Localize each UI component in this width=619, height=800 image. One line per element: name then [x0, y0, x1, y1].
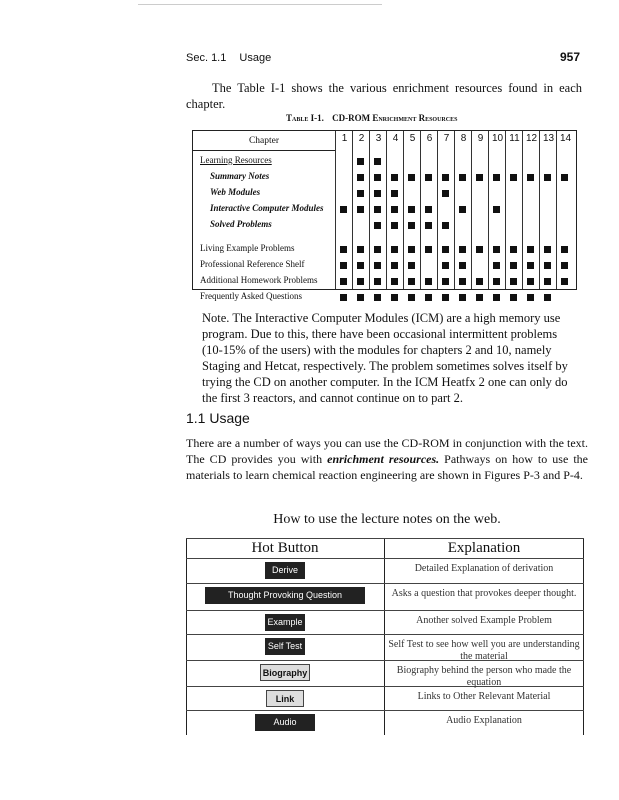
hot-button-thought-provoking-question[interactable]: Thought Provoking Question: [205, 587, 365, 604]
chapter-number: 9: [477, 133, 484, 144]
hot-button-table: [186, 538, 584, 735]
resource-mark: [493, 294, 500, 301]
hot-button-derive[interactable]: Derive: [265, 562, 305, 579]
intro-paragraph: The Table I-1 shows the various enrichment resources found in each chapter.: [186, 81, 582, 111]
chapter-number: 10: [491, 133, 504, 144]
hot-button-explanation: Asks a question that provokes deeper thought.: [391, 588, 577, 599]
enrichment-table: [192, 130, 577, 301]
hot-button-explanation: Detailed Explanation of derivation: [414, 563, 554, 574]
resource-mark: [340, 294, 347, 301]
note-paragraph: Note. The Interactive Computer Modules (ICM) are a high memory use program. Due to this, there have been occasional intermittent problems (10-15% of the users) with the modules for chapters 2 and 10, namely Staging and Hetcat, respectively. The problem sometimes solves itself by trying the CD on another computer. In the ICM Heatfx 2 one can only do the first 3 reactors, and cannot continue on to part 2.: [202, 311, 568, 405]
explanation-header: Explanation: [447, 540, 521, 556]
section-title: Usage: [209, 410, 250, 426]
usage-text-after: Pathways on how to use the materials to learn chemical reaction engineering are shown in Figures P-3 and P-4.: [186, 452, 588, 482]
resource-mark: [425, 294, 432, 301]
resource-mark: [442, 294, 449, 301]
chapter-number: 11: [509, 133, 520, 144]
header-section: Sec. 1.1: [186, 52, 227, 64]
chapter-number: 6: [426, 133, 433, 144]
resource-mark: [527, 294, 534, 301]
usage-text-emphasis: enrichment resources.: [327, 452, 440, 466]
hot-button-link[interactable]: Link: [266, 690, 304, 707]
hot-button-explanation: Self Test to see how well you are understanding the material: [388, 639, 580, 662]
chapter-number: 13: [542, 133, 555, 144]
resource-mark: [408, 294, 415, 301]
usage-paragraph: [186, 435, 588, 483]
resource-mark: [544, 294, 551, 301]
resource-row-label: Frequently Asked Questions: [200, 291, 302, 301]
resource-mark: [459, 294, 466, 301]
resource-row-label: Living Example Problems: [200, 243, 295, 253]
chapter-number: 5: [409, 133, 416, 144]
chapter-number: 12: [525, 133, 538, 144]
resource-mark: [510, 294, 517, 301]
section-number: 1.1: [186, 410, 206, 426]
chapter-number: 1: [341, 133, 348, 144]
chapter-number: 3: [375, 133, 382, 144]
resource-row-label: Interactive Computer Modules: [210, 203, 324, 213]
section-heading: [186, 410, 250, 426]
resource-row-label: Solved Problems: [210, 219, 272, 229]
chapter-column-5: [403, 131, 420, 289]
chapter-number: 2: [358, 133, 365, 144]
resource-row-label: Learning Resources: [200, 155, 272, 165]
chapter-header: Chapter: [193, 131, 335, 151]
web-usage-title: How to use the lecture notes on the web.: [273, 512, 501, 527]
resource-mark: [357, 294, 364, 301]
table-row-divider: [186, 710, 584, 711]
table-column-divider: [384, 538, 385, 735]
hot-button-self-test[interactable]: Self Test: [265, 638, 305, 655]
table-left-border: [186, 538, 187, 735]
hot-button-biography[interactable]: Biography: [260, 664, 310, 681]
chapter-column-13: [539, 131, 556, 289]
hot-button-audio[interactable]: Audio: [255, 714, 315, 731]
chapter-column-8: [454, 131, 471, 289]
resource-row-label: Summary Notes: [210, 171, 270, 181]
table-row-divider: [186, 610, 584, 611]
chapter-number: 7: [443, 133, 450, 144]
resource-row-label: Professional Reference Shelf: [200, 259, 305, 269]
chapter-column-6: [420, 131, 437, 289]
table-row-divider: [186, 583, 584, 584]
resource-mark: [476, 294, 483, 301]
hot-button-explanation: Another solved Example Problem: [416, 615, 552, 626]
resource-row-label: Web Modules: [210, 187, 261, 197]
resource-mark: [374, 294, 381, 301]
resource-mark: [391, 294, 398, 301]
chapter-column-1: [335, 131, 352, 289]
hot-button-example[interactable]: Example: [265, 614, 305, 631]
top-rule: [138, 4, 382, 5]
chapter-column-14: [556, 131, 573, 289]
resource-row-label: Additional Homework Problems: [200, 275, 318, 285]
chapter-column-9: [471, 131, 488, 289]
chapter-number: 14: [559, 133, 572, 144]
chapter-column-12: [522, 131, 539, 289]
hot-button-explanation: Audio Explanation: [446, 715, 522, 726]
table-caption: [286, 113, 457, 123]
table-row-divider: [186, 634, 584, 635]
hot-button-explanation: Links to Other Relevant Material: [417, 691, 551, 702]
chapter-column-4: [386, 131, 403, 289]
header-section-title: Usage: [239, 52, 272, 64]
chapter-column-3: [369, 131, 386, 289]
usage-text-before: There are a number of ways you can use the CD-ROM in conjunction with the text. The CD provides you with: [186, 436, 588, 466]
chapter-column-2: [352, 131, 369, 289]
running-header: [186, 52, 281, 64]
table-caption-label: Table I-1.: [286, 113, 324, 123]
page-number: 957: [560, 50, 581, 64]
chapter-column-11: [505, 131, 522, 289]
table-top-border: [186, 538, 584, 539]
chapter-column-7: [437, 131, 454, 289]
chapter-number: 4: [392, 133, 399, 144]
table-right-border: [583, 538, 584, 735]
hot-button-header: Hot Button: [251, 540, 319, 556]
table-caption-title: CD-ROM Enrichment Resources: [332, 113, 458, 123]
chapter-number: 8: [460, 133, 467, 144]
chapter-column-10: [488, 131, 505, 289]
table-row-divider: [186, 558, 584, 559]
hot-button-explanation: Biography behind the person who made the equation: [396, 665, 572, 688]
